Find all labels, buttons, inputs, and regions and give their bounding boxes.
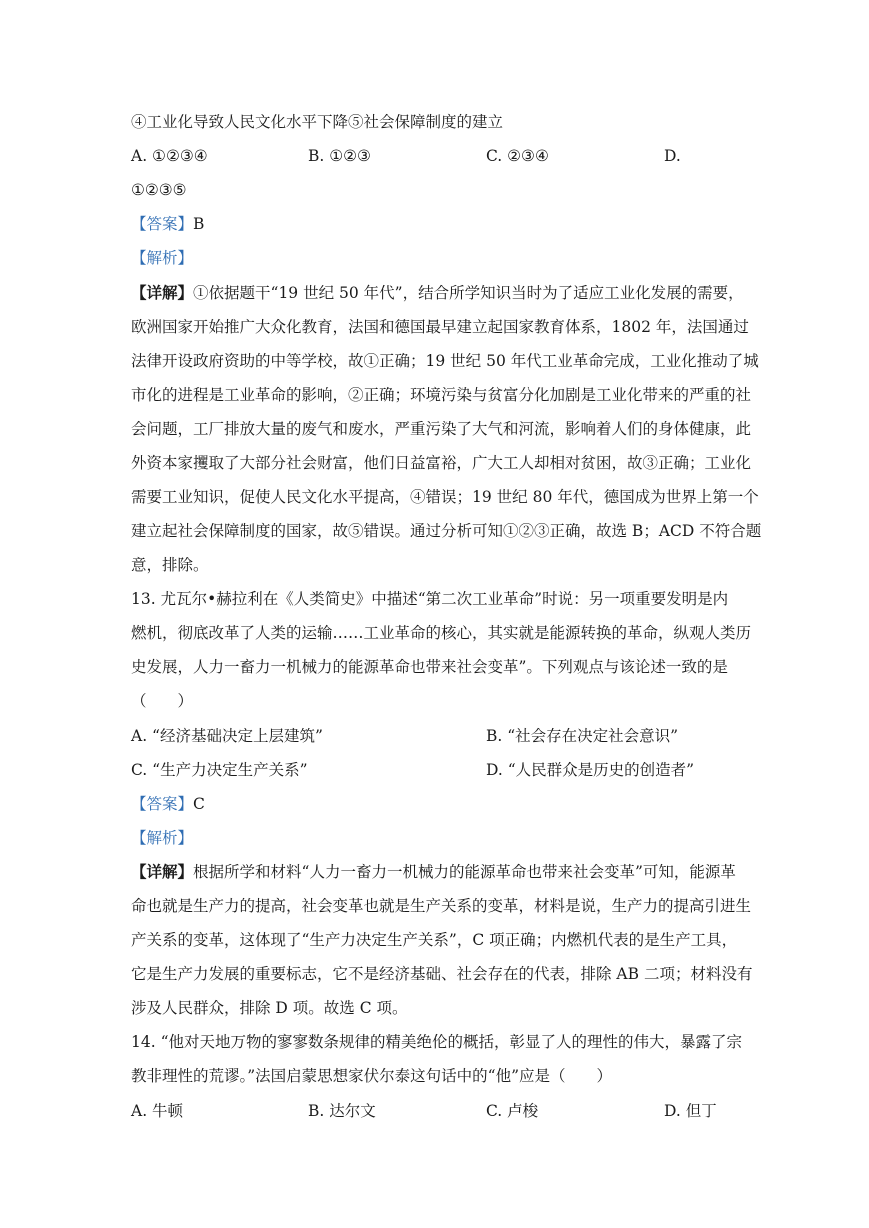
q14-option-b: B. 达尔文 [308, 1102, 376, 1120]
q12-detail-line: 市化的进程是工业革命的影响，②正确；环境污染与贫富分化加剧是工业化带来的严重的社 [131, 386, 752, 404]
q12-option-d: D. [664, 147, 681, 165]
q13-detail-line: 它是生产力发展的重要标志，它不是经济基础、社会存在的代表，排除 AB 二项；材料没有 [131, 965, 753, 983]
q13-detail-line [131, 862, 736, 882]
answer-tag: 【答案】 [131, 215, 194, 233]
q12-option-c: C. ②③④ [486, 147, 549, 165]
q12-option-b: B. ①②③ [308, 147, 371, 165]
q12-option-d-wrap: ①②③⑤ [131, 181, 187, 199]
q12-detail-line [131, 283, 744, 303]
q14-option-d: D. 但丁 [664, 1102, 717, 1120]
answer-tag: 【答案】 [131, 795, 194, 813]
q12-analysis-tag: 【解析】 [131, 249, 194, 267]
q13-stem-line: 13. 尤瓦尔•赫拉利在《人类简史》中描述“第二次工业革命”时说：另一项重要发明是内 [131, 590, 729, 608]
detail-tag: 【详解】 [131, 862, 194, 881]
q12-answer [131, 214, 204, 234]
q12-detail-line: 建立起社会保障制度的国家，故⑤错误。通过分析可知①②③正确，故选 B；ACD 不符合题 [131, 522, 762, 540]
q14-option-a: A. 牛顿 [131, 1102, 184, 1120]
q12-detail-line: 会问题，工厂排放大量的废气和废水，严重污染了大气和河流，影响着人们的身体健康，此 [131, 420, 752, 438]
detail-text: 根据所学和材料“人力一畜力一机械力的能源革命也带来社会变革”可知，能源革 [193, 863, 736, 881]
q13-detail-line: 命也就是生产力的提高，社会变革也就是生产关系的变革，材料是说，生产力的提高引进生 [131, 897, 752, 915]
q13-stem-line: 燃机，彻底改革了人类的运输……工业革命的核心，其实就是能源转换的革命，纵观人类历 [131, 624, 752, 642]
q13-detail-line: 涉及人民群众，排除 D 项。故选 C 项。 [131, 999, 408, 1017]
detail-tag: 【详解】 [131, 283, 194, 302]
answer-value: B [193, 215, 205, 233]
q14-stem-line: 14. “他对天地万物的寥寥数条规律的精美绝伦的概括，彰显了人的理性的伟大，暴露了宗 [131, 1033, 743, 1051]
q13-option-b: B. “社会存在决定社会意识” [486, 727, 679, 745]
detail-text: ①依据题干“19 世纪 50 年代”，结合所学知识当时为了适应工业化发展的需要， [193, 284, 744, 302]
q12-option-a: A. ①②③④ [131, 147, 208, 165]
q12-stem-tail: ④工业化导致人民文化水平下降⑤社会保障制度的建立 [131, 113, 504, 131]
q13-option-c: C. “生产力决定生产关系” [131, 761, 308, 779]
q12-detail-line: 意，排除。 [131, 556, 209, 574]
q13-option-a: A. “经济基础决定上层建筑” [131, 727, 323, 745]
q13-answer [131, 794, 205, 814]
q13-stem-line: 史发展，人力一畜力一机械力的能源革命也带来社会变革”。下列观点与该论述一致的是 [131, 658, 728, 676]
q14-option-c: C. 卢梭 [486, 1102, 539, 1120]
q12-detail-line: 需要工业知识，促使人民文化水平提高，④错误；19 世纪 80 年代，德国成为世界上第一个 [131, 488, 759, 506]
q13-stem-line: （ ） [131, 692, 194, 710]
q12-detail-line: 外资本家攫取了大部分社会财富，他们日益富裕，广大工人却相对贫困，故③正确；工业化 [131, 454, 752, 472]
q13-detail-line: 产关系的变革，这体现了“生产力决定生产关系”，C 项正确；内燃机代表的是生产工具， [131, 931, 738, 949]
q13-option-d: D. “人民群众是历史的创造者” [486, 761, 695, 779]
answer-value: C [193, 795, 205, 813]
q13-analysis-tag: 【解析】 [131, 829, 194, 847]
q12-detail-line: 欧洲国家开始推广大众化教育，法国和德国最早建立起国家教育体系，1802 年，法国通过 [131, 318, 749, 336]
q14-stem-line: 教非理性的荒谬。”法国启蒙思想家伏尔泰这句话中的“他”应是（ ） [131, 1067, 613, 1085]
q12-detail-line: 法律开设政府资助的中等学校，故①正确；19 世纪 50 年代工业革命完成，工业化推动了城 [131, 352, 759, 370]
